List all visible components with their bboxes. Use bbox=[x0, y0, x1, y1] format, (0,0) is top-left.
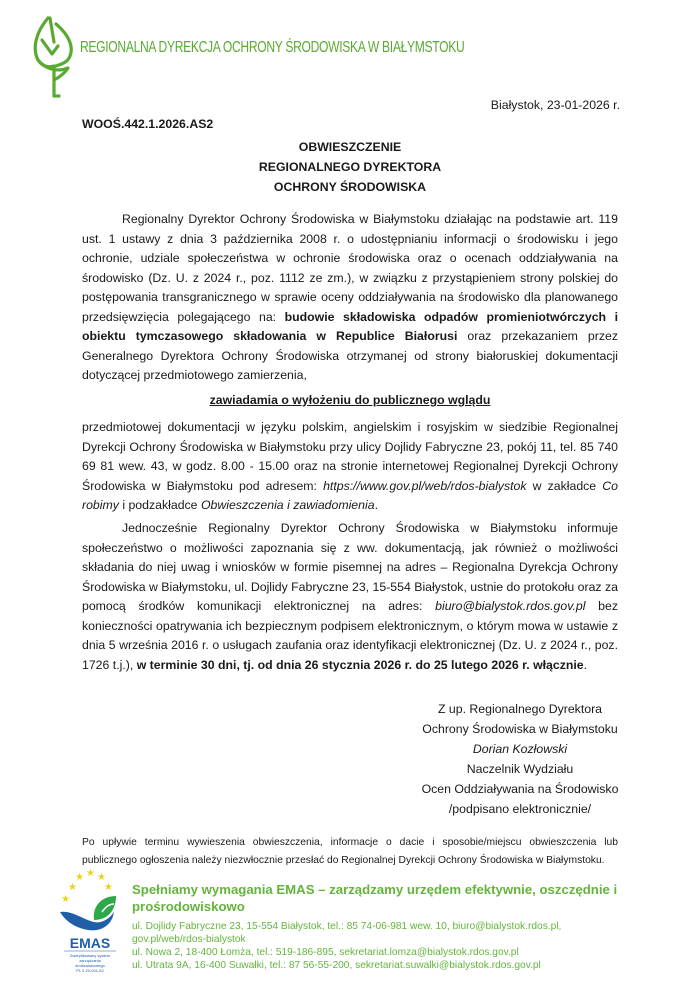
email-link[interactable]: biuro@bialystok.rdos.gov.pl bbox=[435, 599, 586, 613]
p1-project-name: budowie składowiska odpadów promieniotwórczych i obiektu tymczasowego składowania w Republice Białorusi bbox=[82, 309, 619, 343]
svg-text:środowiskowego: środowiskowego bbox=[75, 963, 105, 968]
title-line-2: REGIONALNEGO DYREKTORA bbox=[258, 160, 442, 174]
svg-text:★: ★ bbox=[86, 868, 95, 879]
signature-line-1: Z up. Regionalnego Dyrektora bbox=[437, 702, 603, 716]
title-line-1: OBWIESZCZENIE bbox=[298, 140, 402, 154]
paragraph-legal-basis bbox=[82, 210, 618, 386]
svg-text:EMAS: EMAS bbox=[69, 935, 111, 951]
posting-note: Po upływie terminu wywieszenia obwieszczenia, informacje o dacie i sposobie/miejscu obwieszczenia lub publicznego ogłoszenia należy niezwłocznie przesłać do Regionalnej Dyrekcji Ochrony Środowiska w Białymstoku. bbox=[82, 837, 618, 866]
p3-text-c: . bbox=[583, 657, 588, 672]
emas-headline: Spełniamy wymagania EMAS – zarządzamy urzędem efektywnie, oszczędnie i prośrodowiskowo bbox=[132, 882, 618, 914]
p1-text-a: Regionalny Dyrektor Ochrony Środowiska w Białymstoku działając na podstawie art. 119 ust. 1 ustawy z dnia 3 października 2008 r. o udostępnianiu informacji o środowisku i jego ochronie, udziale społeczeństwa w ochronie środowiska oraz o ocenach oddziaływania na środowisko (Dz. U. z 2024 r., poz. 1112 ze zm.), w związku z przystąpieniem strony polskiej do postępowania transgranicznego w sprawie oceny oddziaływania na środowisko dla planowanego przedsięwzięcia polegającego na: bbox=[82, 212, 618, 324]
svg-text:Zweryfikowany system: Zweryfikowany system bbox=[69, 953, 111, 958]
footer-line-lomza: ul. Nowa 2, 18-400 Łomża, tel.: 519-186-895, sekretariat.lomza@bialystok.rdos.gov.pl bbox=[132, 947, 519, 958]
emas-logo-icon bbox=[58, 868, 122, 978]
svg-text:★: ★ bbox=[68, 882, 77, 893]
paragraph-documentation-access bbox=[82, 418, 618, 516]
svg-text:★: ★ bbox=[104, 882, 113, 893]
organization-name: REGIONALNA DYREKCJA OCHRONY ŚRODOWISKA W BIAŁYMSTOKU bbox=[80, 39, 465, 56]
p2-text-c: i podzakładce bbox=[118, 498, 201, 512]
footer-line-suwalki: ul. Utrata 9A, 16-400 Suwałki, tel.: 87 56-55-200, sekretariat.suwalki@bialystok.rdos.gov.pl bbox=[132, 960, 541, 971]
signatory-name: Dorian Kozłowski bbox=[472, 742, 568, 756]
p3-text-a: Jednocześnie Regionalny Dyrektor Ochrony Środowiska w Białymstoku informuje społeczeństwo o możliwości zapoznania się z ww. dokumentacją, jak również o możliwości składania do niej uwag i wniosków w formie pisemnej na adres – Regionalna Dyrekcja Ochrony Środowiska w Białymstoku, ul. Dojlidy Fabryczne 23, 15-554 Białystok, ustnie do protokołu oraz za pomocą środków komunikacji elektronicznej na adres: bbox=[82, 521, 618, 613]
p3-text-b: bez konieczności opatrywania ich bezpiecznym podpisem elektronicznym, o którym mowa w ustawie z dnia 5 września 2016 r. o usługach zaufania oraz identyfikacji elektronicznej (Dz. U. z 2024 r., poz. 1726 t.j.), bbox=[82, 599, 618, 672]
website-link[interactable]: https://www.gov.pl/web/rdos-bialystok bbox=[323, 478, 527, 493]
announcement-heading: zawiadamia o wyłożeniu do publicznego wglądu bbox=[209, 393, 491, 407]
leaf-icon bbox=[28, 10, 78, 100]
svg-text:★: ★ bbox=[75, 872, 84, 883]
p2-text-d: . bbox=[374, 498, 378, 512]
signatory-department: Ocen Oddziaływania na Środowisko bbox=[421, 782, 619, 796]
tab-name: Co robimy bbox=[82, 478, 618, 512]
subtab-name: Obwieszczenia i zawiadomienia bbox=[200, 498, 375, 512]
document-title bbox=[0, 137, 700, 197]
signatory-position: Naczelnik Wydziału bbox=[466, 762, 574, 776]
svg-text:★: ★ bbox=[61, 894, 70, 905]
title-line-3: OCHRONY ŚRODOWISKA bbox=[273, 180, 427, 194]
p2-text-b: w zakładce bbox=[526, 478, 603, 493]
footer-line-bialystok: ul. Dojlidy Fabryczne 23, 15-554 Białystok, tel.: 85 74-06-981 wew. 10, biuro@bialystok.rdos.pl, bbox=[132, 921, 562, 932]
p3-deadline: w terminie 30 dni, tj. od dnia 26 stycznia 2026 r. do 25 lutego 2026 r. włącznie bbox=[136, 657, 584, 672]
footer-contact-lines bbox=[132, 920, 632, 972]
svg-text:zarządzania: zarządzania bbox=[79, 958, 101, 963]
signature-block bbox=[400, 699, 640, 819]
reference-number: WOOŚ.442.1.2026.AS2 bbox=[82, 117, 214, 131]
signed-electronically: /podpisano elektronicznie/ bbox=[448, 802, 592, 816]
svg-text:★: ★ bbox=[97, 872, 106, 883]
p2-text-a: przedmiotowej dokumentacji w języku polskim, angielskim i rosyjskim w siedzibie Regionalnej Dyrekcji Ochrony Środowiska w Białymstoku przy ulicy Dojlidy Fabryczne 23, pokój 11, tel. 85 740 69 81 wew. 43, w godz. 8.00 - 15.00 oraz na stronie internetowej Regionalnej Dyrekcji Ochrony Środowiska w Białymstoku pod adresem: bbox=[82, 420, 618, 493]
footer-line-website[interactable]: gov.pl/web/rdos-bialystok bbox=[132, 934, 246, 945]
svg-text:PL 2.20-001-62: PL 2.20-001-62 bbox=[76, 968, 104, 973]
signature-line-2: Ochrony Środowiska w Białymstoku bbox=[422, 722, 618, 736]
paragraph-comments-info bbox=[82, 519, 618, 675]
place-date: Białystok, 23-01-2026 r. bbox=[490, 98, 620, 112]
p1-text-b: oraz przekazaniem przez Generalnego Dyrektora Ochrony Środowiska otrzymanej od strony białoruskiej dokumentacji dotyczącej przedmiotowego zamierzenia, bbox=[82, 329, 618, 382]
